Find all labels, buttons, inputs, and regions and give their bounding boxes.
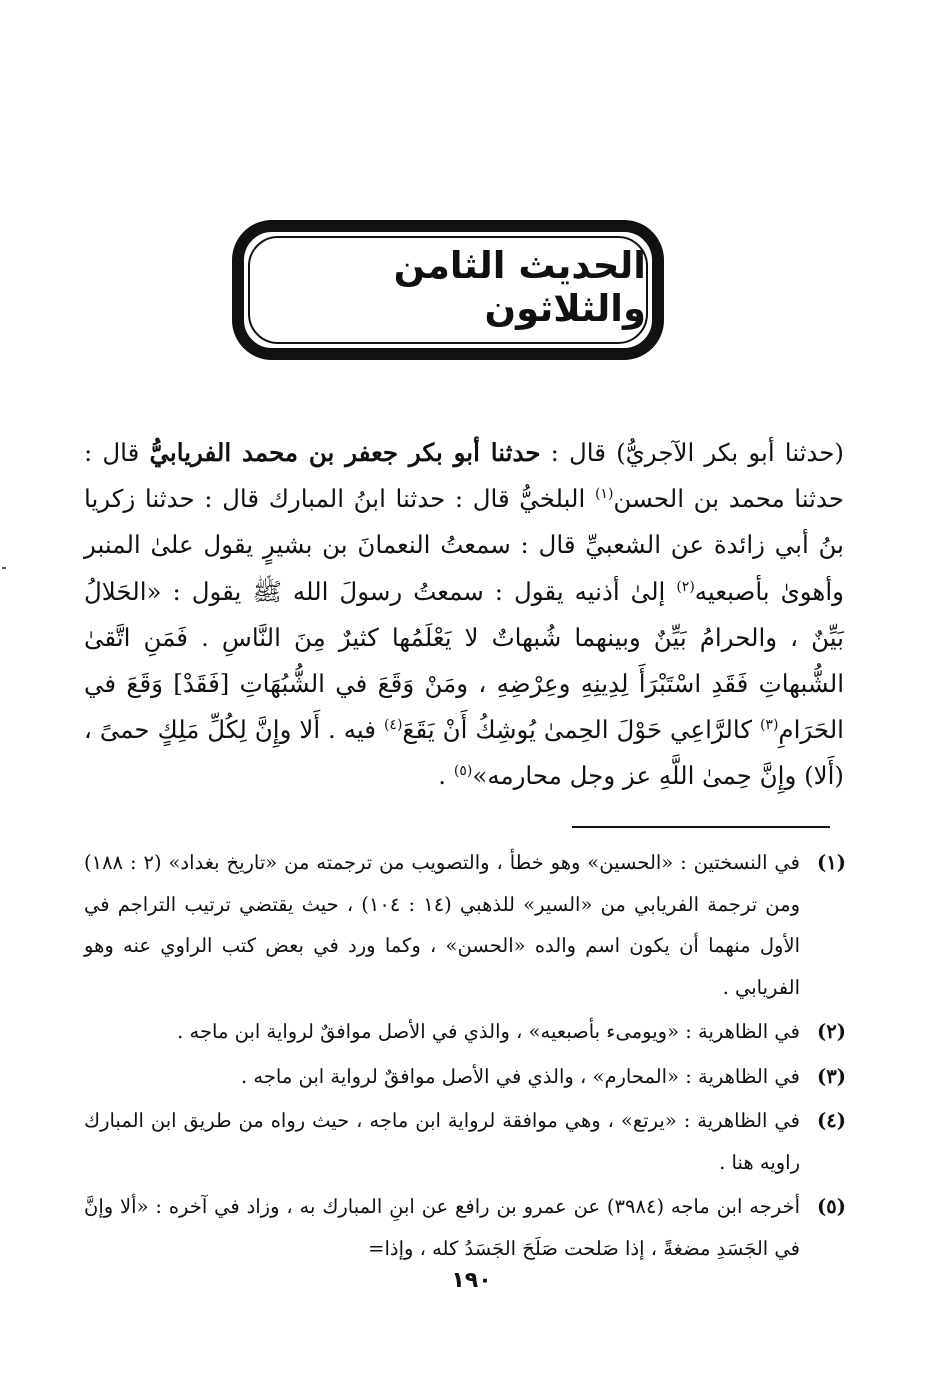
footnote-number: (٤)	[817, 1109, 846, 1132]
footnote-number: (١)	[817, 851, 846, 874]
footnote-separator	[572, 826, 830, 828]
page-number: ١٩٠	[451, 1268, 492, 1293]
chain-opening: (حدثنا أبو بكر الآجريُّ) قال :	[550, 438, 844, 467]
note-ref-5: (٥)	[453, 763, 473, 780]
footnote-number: (٢)	[817, 1020, 846, 1043]
footnote-4	[84, 1100, 846, 1183]
footnote-text: أخرجه ابن ماجه (٣٩٨٤) عن عمرو بن رافع عن ابنِ المبارك به ، وزاد في آخره : «ألا وإنَّ في الجَسَدِ مضغةً ، إذا صَلحت صَلَحَ الجَسَدُ كله ، وإذا=	[84, 1195, 800, 1260]
margin-mark	[2, 567, 6, 569]
body-segment-2: البلخيُّ قال : حدثنا ابنُ المبارك قال : حدثنا زكريا بنُ أبي زائدة عن الشعبيِّ قال : سمعتُ النعمانَ بن بشيرٍ يقول علىٰ المنبر وأهوىٰ بأصبعيه	[84, 484, 844, 606]
footnote-number: (٣)	[817, 1064, 846, 1088]
footnote-5	[84, 1186, 846, 1269]
title-inner-frame	[248, 236, 648, 344]
footnote-3	[84, 1056, 846, 1098]
footnote-number: (٥)	[817, 1195, 846, 1218]
footnote-text: في الظاهرية : «المحارم» ، والذي في الأصل موافقٌ لرواية ابن ماجه .	[241, 1064, 800, 1088]
hadith-body	[84, 430, 844, 800]
footnote-text: في النسختين : «الحسين» وهو خطأ ، والتصويب من ترجمته من «تاريخ بغداد» (٢ : ١٨٨) ومن ترجمة الفريابي من «السير» للذهبي (١٤ : ١٠٤) ، حيث يقتضي ترتيب التراجم في الأول منهما أن يكون اسم والده «الحسن» ، وكما ورد في بعض كتب الراوي عنه وهو الفريابي .	[84, 851, 800, 999]
chain-bold-names: حدثنا أبو بكر جعفر بن محمد الفريابيُّ	[149, 438, 541, 467]
body-segment-4: كالرَّاعِي حَوْلَ الحِمىٰ يُوشِكُ أَنْ يَقَعَ	[402, 715, 752, 745]
body-segment-1: قال : حدثنا محمد بن الحسن	[84, 438, 844, 514]
note-ref-3: (٣)	[759, 717, 779, 734]
footnotes	[84, 842, 846, 1272]
footnote-text: في الظاهرية : «ويومىء بأصبعيه» ، والذي في الأصل موافقٌ لرواية ابن ماجه .	[177, 1020, 800, 1043]
body-segment-end: .	[438, 761, 454, 791]
body-segment-5: فيه . أَلا وإِنَّ لِكُلِّ مَلِكٍ حمىً ، (أَلا) وإِنَّ حِمىٰ اللَّهِ عز وجل محارمه»	[84, 715, 844, 791]
footnote-2	[84, 1011, 846, 1053]
body-segment-3: إلىٰ أذنيه يقول : سمعتُ رسولَ الله ﷺ يقول : «الحَلالُ بَيِّنٌ ، والحرامُ بَيِّنٌ وبينهما شُبهاتٌ لا يَعْلَمُها كثيرٌ مِنَ النَّاسِ . فَمَنِ اتَّقىٰ الشُّبهاتِ فَقَدِ اسْتَبْرَأَ لِدِينِهِ وعِرْضِهِ ، ومَنْ وَقَعَ في الشُّبُهَاتِ [فَقَدْ] وَقَعَ في الحَرَامِ	[84, 576, 844, 745]
hadith-title: الحديث الثامن والثلاثون	[393, 244, 646, 330]
footnote-1	[84, 842, 846, 1008]
note-ref-2: (٢)	[676, 578, 695, 595]
hadith-paragraph	[84, 430, 844, 800]
footnote-text: في الظاهرية : «يرتع» ، وهي موافقة لرواية ابن ماجه ، حيث رواه من طريق ابن المبارك راويه هنا .	[84, 1109, 800, 1174]
note-ref-4: (٤)	[383, 717, 403, 734]
note-ref-1: (١)	[594, 486, 614, 503]
